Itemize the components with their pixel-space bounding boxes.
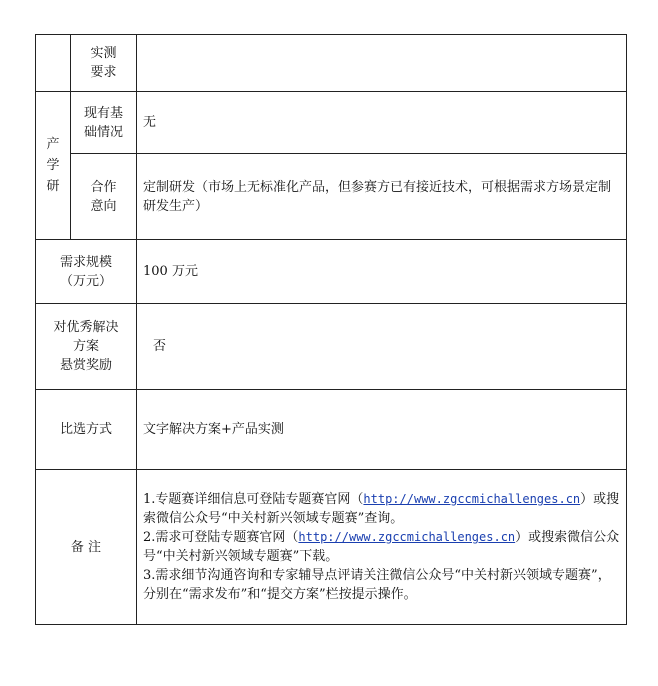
label-line: 悬赏奖励 — [59, 358, 112, 373]
label-line: （万元） — [59, 273, 112, 289]
label-line: 意向 — [90, 198, 117, 214]
row-cooperation — [36, 154, 627, 240]
scale-value: 100 万元 — [137, 240, 627, 304]
remark-3: 3.需求细节沟通咨询和专家辅导点评请关注微信公众号“中关村新兴领域专题赛”，分别在“需求发布”和“提交方案”栏按提示操作。 — [143, 568, 611, 602]
row-test-requirement — [36, 35, 627, 92]
test-requirement-label — [71, 35, 137, 92]
remark-text: ）或搜索微信公众号“中关村新兴领域专题赛”下载。 — [143, 530, 620, 564]
label-line: 现有基 — [83, 105, 123, 121]
label-line: 需求规模 — [59, 254, 112, 270]
reward-label — [36, 304, 137, 390]
cooperation-value: 定制研发（市场上无标准化产品，但参赛方已有接近技术，可根据需求方场景定制研发生产） — [137, 154, 627, 240]
row-selection — [36, 390, 627, 470]
official-site-link[interactable]: http://www.zgccmichallenges.cn — [298, 530, 516, 544]
label-line: 实测 — [90, 46, 117, 61]
row-reward — [36, 304, 627, 390]
label-char: 研 — [46, 179, 60, 194]
label-line: 合作 — [90, 179, 117, 195]
requirement-form-table — [35, 34, 627, 625]
selection-value: 文字解决方案+产品实测 — [137, 390, 627, 470]
remark-2 — [143, 528, 620, 566]
row-remarks — [36, 470, 627, 625]
row-foundation — [36, 92, 627, 154]
blank-cell — [36, 35, 71, 92]
test-requirement-value — [137, 35, 627, 92]
label-char: 产 — [46, 137, 60, 152]
label-line: 方案 — [72, 339, 99, 354]
scale-label — [36, 240, 137, 304]
label-char: 学 — [46, 158, 60, 173]
remarks-label: 备 注 — [36, 470, 137, 625]
industry-academia-research-label — [36, 92, 71, 240]
label-line: 要求 — [90, 65, 117, 80]
remark-text: ）或搜索微信公众号“中关村新兴领域专题赛”查询。 — [143, 492, 620, 526]
cooperation-label — [71, 154, 137, 240]
foundation-value: 无 — [137, 92, 627, 154]
label-line: 础情况 — [83, 124, 123, 140]
foundation-label — [71, 92, 137, 154]
remark-text: 1.专题赛详细信息可登陆专题赛官网（ — [143, 492, 364, 507]
reward-value: 否 — [137, 304, 627, 390]
remark-text: 2.需求可登陆专题赛官网（ — [143, 530, 299, 545]
remark-1 — [143, 490, 620, 528]
row-scale — [36, 240, 627, 304]
remarks-value — [137, 470, 627, 625]
official-site-link[interactable]: http://www.zgccmichallenges.cn — [363, 492, 581, 506]
selection-label: 比选方式 — [36, 390, 137, 470]
label-line: 对优秀解决 — [53, 320, 119, 335]
